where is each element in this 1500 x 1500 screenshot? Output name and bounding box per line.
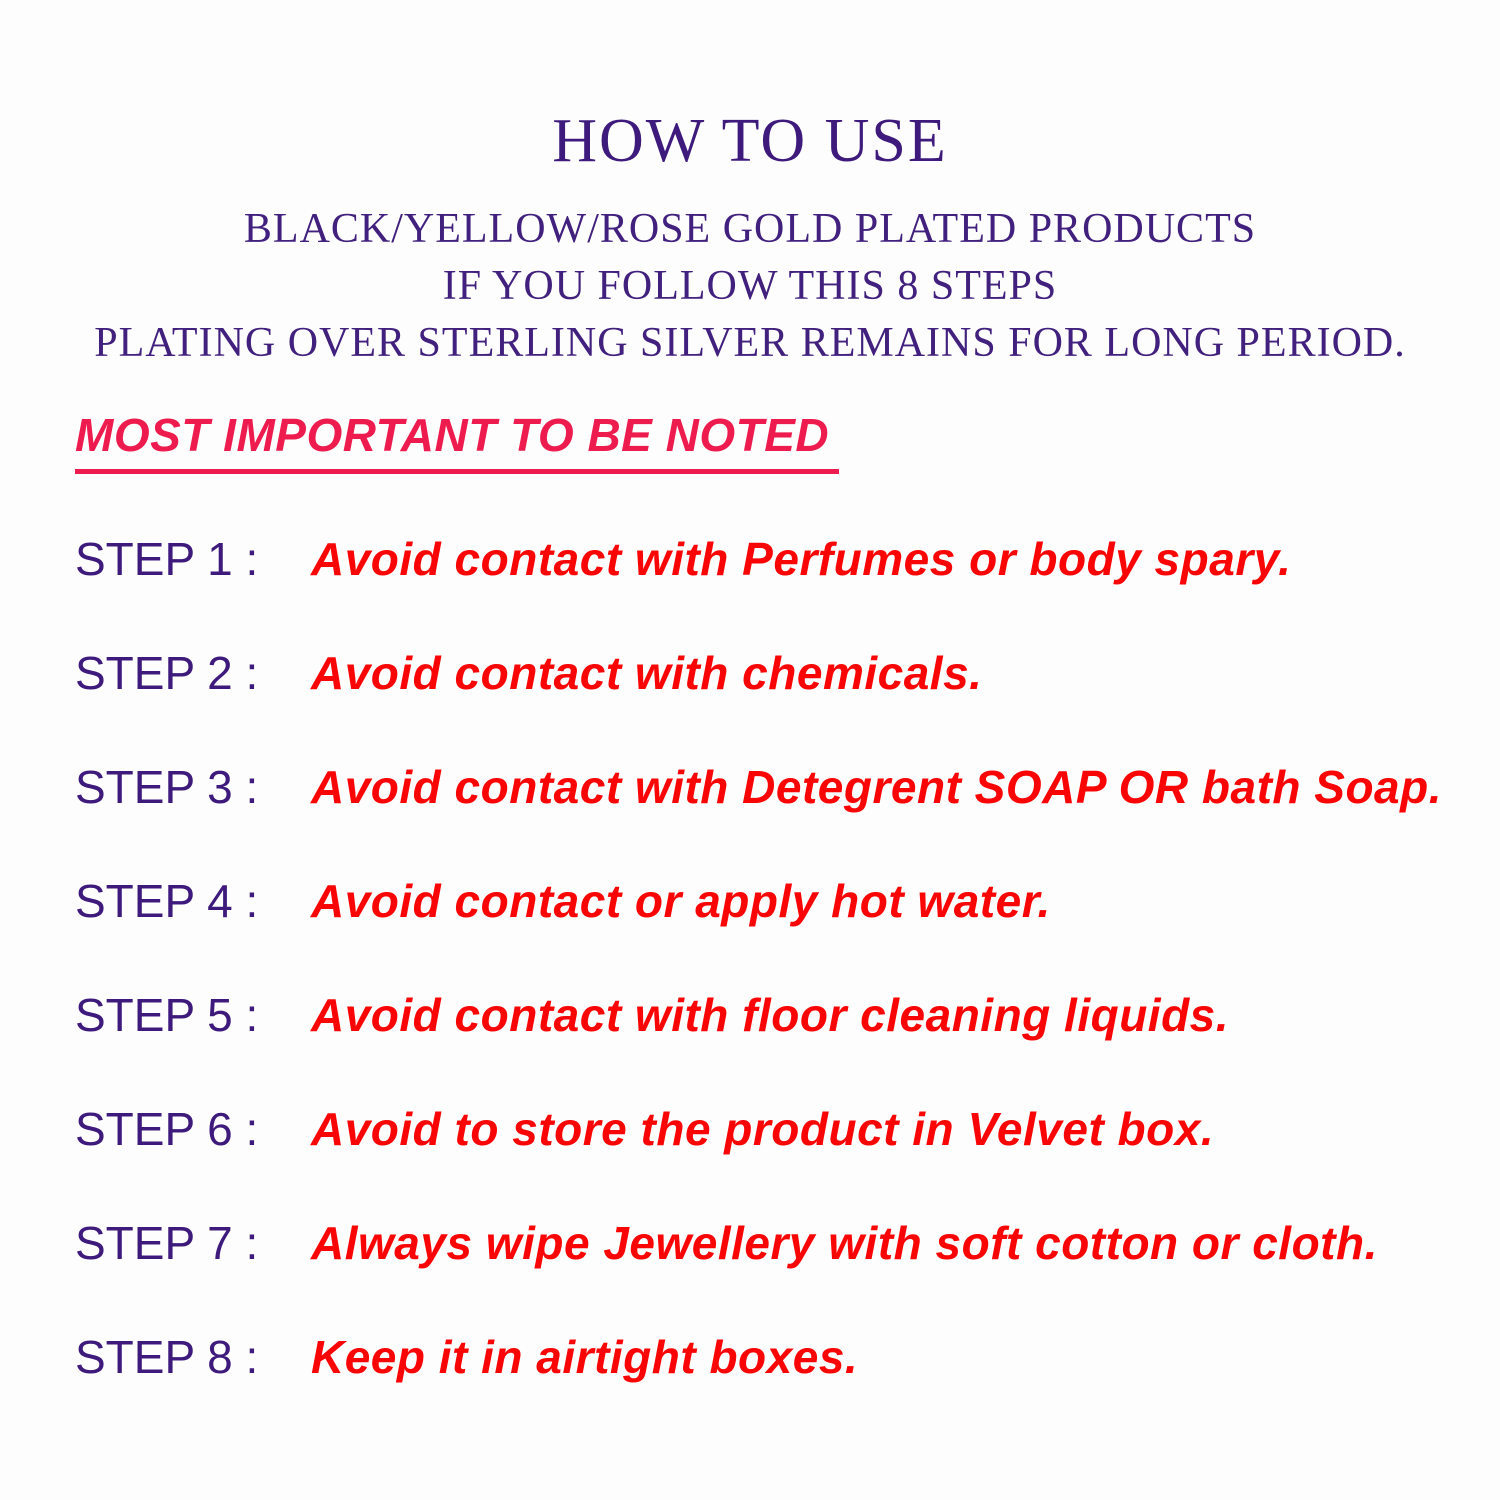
step-label: STEP 7 : [75,1217,259,1269]
step-text: Avoid contact with Perfumes or body spary. [311,533,1292,585]
step-text: Always wipe Jewellery with soft cotton or cloth. [311,1217,1378,1269]
step-row-8 [75,1330,1500,1444]
step-text: Avoid to store the product in Velvet box. [311,1103,1215,1155]
step-row-5 [75,988,1500,1102]
step-row-1 [75,532,1500,646]
step-label: STEP 1 : [75,533,259,585]
step-label: STEP 5 : [75,989,259,1041]
steps-list [75,532,1500,1444]
step-label: STEP 8 : [75,1331,259,1383]
step-text: Avoid contact with chemicals. [311,647,983,699]
step-row-7 [75,1216,1500,1330]
page-title: HOW TO USE [552,107,948,175]
step-text: Avoid contact with floor cleaning liquids. [311,989,1230,1041]
subtitle-line-3: PLATING OVER STERLING SILVER REMAINS FOR LONG PERIOD. [94,320,1406,366]
step-label: STEP 3 : [75,761,259,813]
step-label: STEP 4 : [75,875,259,927]
step-text: Keep it in airtight boxes. [311,1331,859,1383]
step-row-6 [75,1102,1500,1216]
note-heading: MOST IMPORTANT TO BE NOTED [75,410,839,474]
step-label: STEP 2 : [75,647,259,699]
subtitle-block [0,201,1500,372]
step-label: STEP 6 : [75,1103,259,1155]
note-heading-wrap [75,410,1500,474]
step-row-2 [75,646,1500,760]
subtitle-line-2: IF YOU FOLLOW THIS 8 STEPS [442,263,1058,309]
step-row-4 [75,874,1500,988]
step-text: Avoid contact with Detegrent SOAP OR bath Soap. [311,761,1443,813]
step-row-3 [75,760,1500,874]
subtitle-line-1: BLACK/YELLOW/ROSE GOLD PLATED PRODUCTS [243,206,1257,252]
step-text: Avoid contact or apply hot water. [311,875,1051,927]
